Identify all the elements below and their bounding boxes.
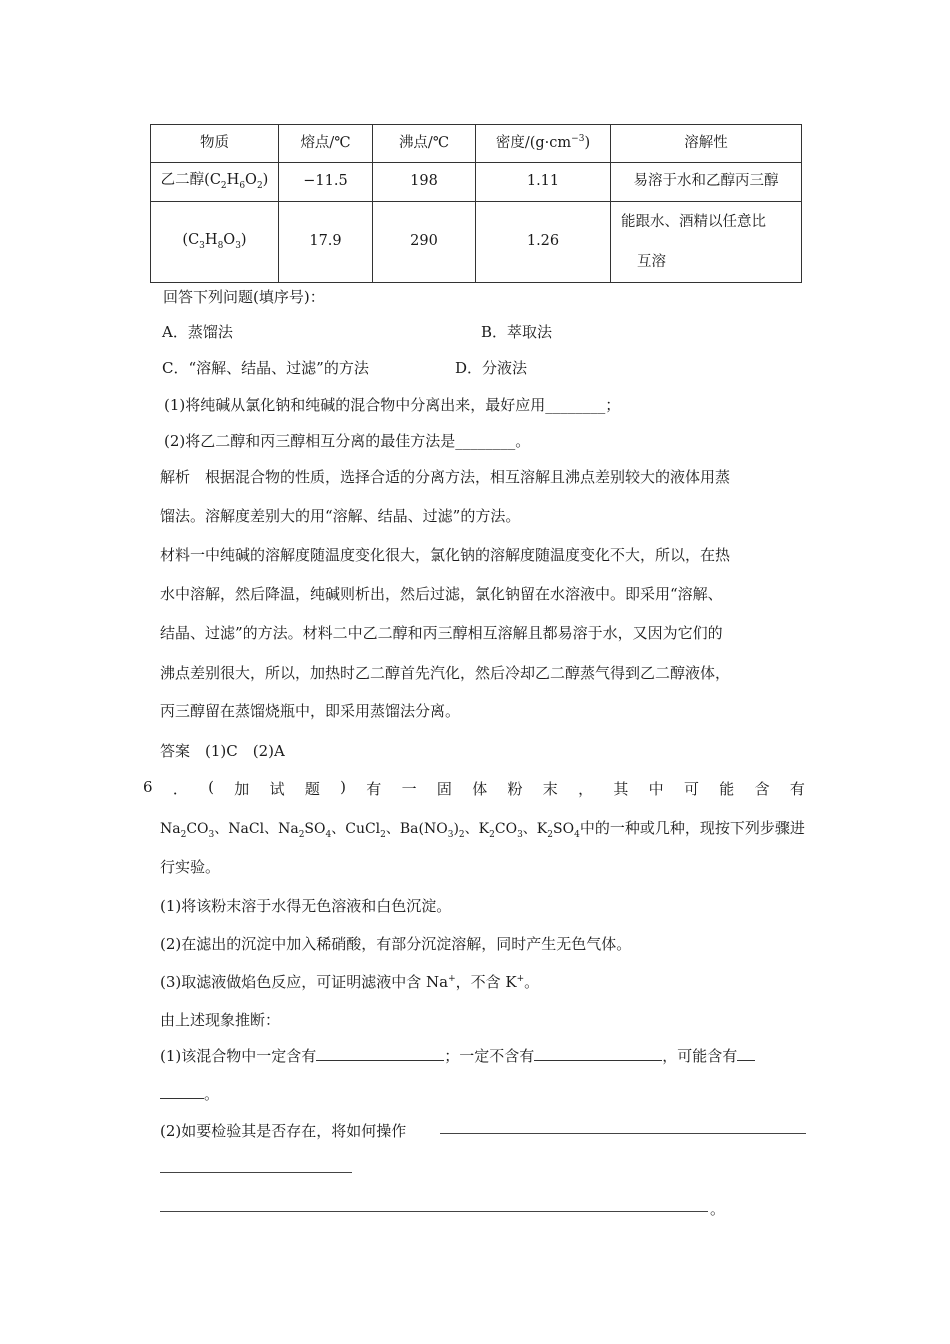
analysis-line: 结晶、过滤”的方法。材料二中乙二醇和丙三醇相互溶解且都易溶于水，又因为它们的 [160, 624, 723, 642]
step-3: (3)取滤液做焰色反应，可证明滤液中含 Na+，不含 K+。 [160, 973, 540, 991]
end-mark: 。 [710, 1200, 726, 1218]
option-d: D．分液法 [455, 359, 528, 377]
analysis-line: 馏法。溶解度差别大的用“溶解、结晶、过滤”的方法。 [160, 507, 521, 525]
analysis-line: 沸点差别很大，所以，加热时乙二醇首先汽化，然后冷却乙二醇蒸气得到乙二醇液体， [160, 664, 731, 682]
subquestion-1-cont: 。 [160, 1083, 219, 1104]
answer-line[interactable] [160, 1172, 352, 1173]
question-2: (2)将乙二醇和丙三醇相互分离的最佳方法是________。 [164, 432, 531, 450]
answer-blank[interactable] [534, 1048, 662, 1061]
inference-text: 由上述现象推断： [160, 1011, 281, 1029]
answer-blank[interactable] [160, 1086, 204, 1099]
cell-melting: 17.9 [279, 202, 373, 283]
option-a: A．蒸馏法 [162, 323, 233, 341]
option-c: C．“溶解、结晶、过滤”的方法 [162, 359, 369, 377]
answer-text: 答案 (1)C (2)A [160, 742, 285, 760]
table-row [151, 202, 802, 283]
cell-boiling: 290 [373, 202, 476, 283]
table-header-row [151, 125, 802, 163]
analysis-line: 水中溶解，然后降温，纯碱则析出，然后过滤，氯化钠留在水溶液中。即采用“溶解、 [160, 585, 723, 603]
analysis-line: 解析 根据混合物的性质，选择合适的分离方法，相互溶解且沸点差别较大的液体用蒸 [160, 468, 731, 486]
cell-solubility: 易溶于水和乙醇丙三醇 [611, 163, 802, 202]
answer-blank[interactable] [316, 1048, 444, 1061]
table-row [151, 163, 802, 202]
prompt-text: 回答下列问题(填序号)： [163, 288, 325, 306]
option-b: B．萃取法 [481, 323, 553, 341]
answer-line[interactable] [440, 1133, 806, 1134]
cell-melting: −11.5 [279, 163, 373, 202]
header-density: 密度$/(g\cdot cm^{-3})$ [476, 125, 611, 163]
subquestion-1: (1)该混合物中一定含有 ；一定不含有 ，可能含有 [160, 1045, 755, 1066]
cell-density: 1.11 [476, 163, 611, 202]
cell-density: 1.26 [476, 202, 611, 283]
cell-boiling: 198 [373, 163, 476, 202]
question-6-line: 行实验。 [160, 858, 221, 876]
header-solubility: 溶解性 [611, 125, 802, 163]
step-1: (1)将该粉末溶于水得无色溶液和白色沉淀。 [160, 897, 452, 915]
analysis-line: 材料一中纯碱的溶解度随温度变化很大，氯化钠的溶解度随温度变化不大，所以，在热 [160, 546, 731, 564]
header-substance: 物质 [151, 125, 279, 163]
header-boiling-point: 沸点/℃ [373, 125, 476, 163]
subquestion-2: (2)如要检验其是否存在，将如何操作 [160, 1122, 407, 1140]
answer-blank[interactable] [737, 1048, 755, 1061]
header-melting-point: 熔点/℃ [279, 125, 373, 163]
properties-table [150, 124, 802, 283]
cell-substance: $(C_3H_8O_3)$ [151, 202, 279, 283]
cell-substance: 乙二醇$(C_2H_6O_2)$ [151, 163, 279, 202]
question-1: (1)将纯碱从氯化钠和纯碱的混合物中分离出来，最好应用________； [164, 396, 621, 414]
question-6-heading: 6 ． ( 加 试 题 ) 有 一 固 体 粉 末 ， 其 中 可 能 含 有 [143, 778, 805, 798]
compound-list: $Na_2CO_3$、NaCl、$Na_2SO_4$、CuCl$_2$、$Ba(NO_3)_2$、$K_2CO_3$、$K_2SO_4$中的一种或几种，现按下列步骤进 [160, 819, 805, 840]
analysis-line: 丙三醇留在蒸馏烧瓶中，即采用蒸馏法分离。 [160, 702, 461, 720]
step-2: (2)在滤出的沉淀中加入稀硝酸，有部分沉淀溶解，同时产生无色气体。 [160, 935, 632, 953]
cell-solubility: 能跟水、酒精以任意比 互溶 [611, 202, 802, 283]
answer-line[interactable] [160, 1211, 708, 1212]
